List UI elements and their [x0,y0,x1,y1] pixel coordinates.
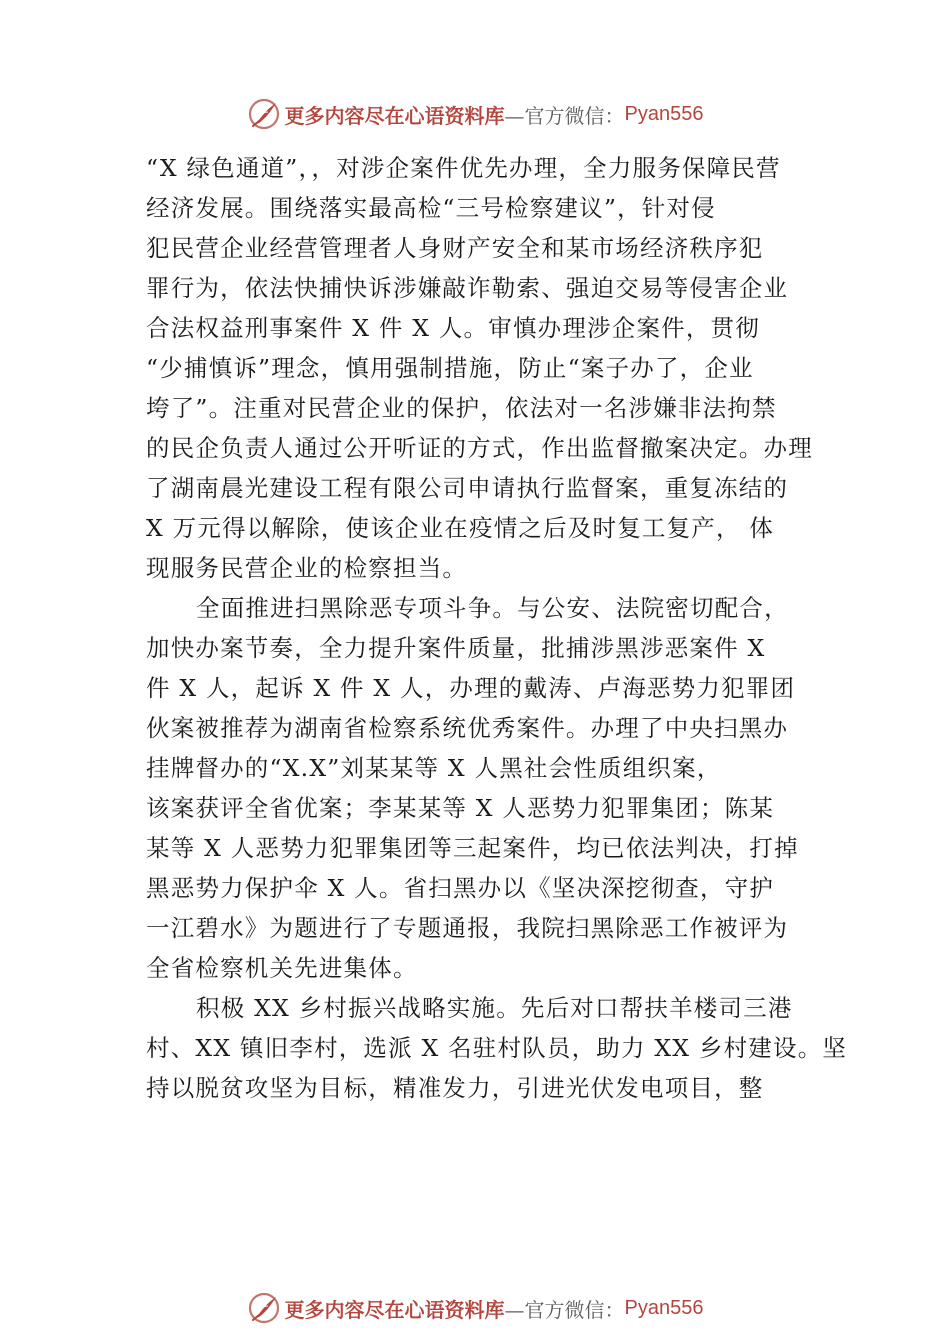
text-line: X 万元得以解除，使该企业在疫情之后及时复工复产， 体 [146,514,775,542]
text-line: 犯民营企业经营管理者人身财产安全和某市场经济秩序犯 [146,234,764,262]
document-body [146,148,848,1108]
text-line: 合法权益刑事案件 X 件 X 人。审慎办理涉企案件，贯彻 [146,314,760,342]
header-banner [0,94,950,134]
text-line: 一江碧水》为题进行了专题通报，我院扫黑除恶工作被评为 [146,914,789,942]
text-line: 伙案被推荐为湖南省检察系统优秀案件。办理了中央扫黑办 [146,714,789,742]
text-line: 的民企负责人通过公开听证的方式，作出监督撤案决定。办理 [146,434,813,462]
text-line: 垮了”。注重对民营企业的保护，依法对一名涉嫌非法拘禁 [146,394,777,422]
text-line: 村、XX 镇旧李村，选派 X 名驻村队员，助力 XX 乡村建设。坚 [146,1034,848,1062]
quill-pen-logo-icon [247,97,281,131]
text-line: 全省检察机关先进集体。 [146,954,418,982]
text-line: 黑恶势力保护伞 X 人。省扫黑办以《坚决深挖彻查，守护 [146,874,775,902]
banner-wechat-label: —官方微信： [504,103,625,128]
banner-wechat-id: Pyan556 [624,102,704,125]
text-line: “X 绿色通道”，，对涉企案件优先办理，全力服务保障民营 [146,154,781,182]
text-line: 经济发展。围绕落实最高检“三号检察建议”，针对侵 [146,194,716,222]
paragraph-start-line: 积极 XX 乡村振兴战略实施。先后对口帮扶羊楼司三港 [196,994,793,1022]
text-line: 挂牌督办的“X.X”刘某某等 X 人黑社会性质组织案， [146,754,722,782]
banner-wechat-id: Pyan556 [624,1296,704,1319]
banner-site-name: 更多内容尽在心语资料库 [284,103,505,128]
quill-pen-logo-icon [247,1291,281,1325]
text-line: 持以脱贫攻坚为目标，精准发力，引进光伏发电项目，整 [146,1074,764,1102]
paragraph-start-line: 全面推进扫黑除恶专项斗争。与公安、法院密切配合， [196,594,789,622]
text-line: 件 X 人，起诉 X 件 X 人，办理的戴涛、卢海恶势力犯罪团 [146,674,796,702]
text-line: “少捕慎诉”理念，慎用强制措施，防止“案子办了，企业 [146,354,754,382]
text-line: 该案获评全省优案；李某某等 X 人恶势力犯罪集团；陈某 [146,794,775,822]
text-line: 现服务民营企业的检察担当。 [146,554,468,582]
text-line: 某等 X 人恶势力犯罪集团等三起案件，均已依法判决，打掉 [146,834,799,862]
text-line: 罪行为，依法快捕快诉涉嫌敲诈勒索、强迫交易等侵害企业 [146,274,789,302]
banner-wechat-label: —官方微信： [504,1297,625,1322]
text-line: 加快办案节奏，全力提升案件质量，批捕涉黑涉恶案件 X [146,634,766,662]
footer-banner [0,1288,950,1328]
banner-site-name: 更多内容尽在心语资料库 [284,1297,505,1322]
text-line: 了湖南晨光建设工程有限公司申请执行监督案，重复冻结的 [146,474,789,502]
